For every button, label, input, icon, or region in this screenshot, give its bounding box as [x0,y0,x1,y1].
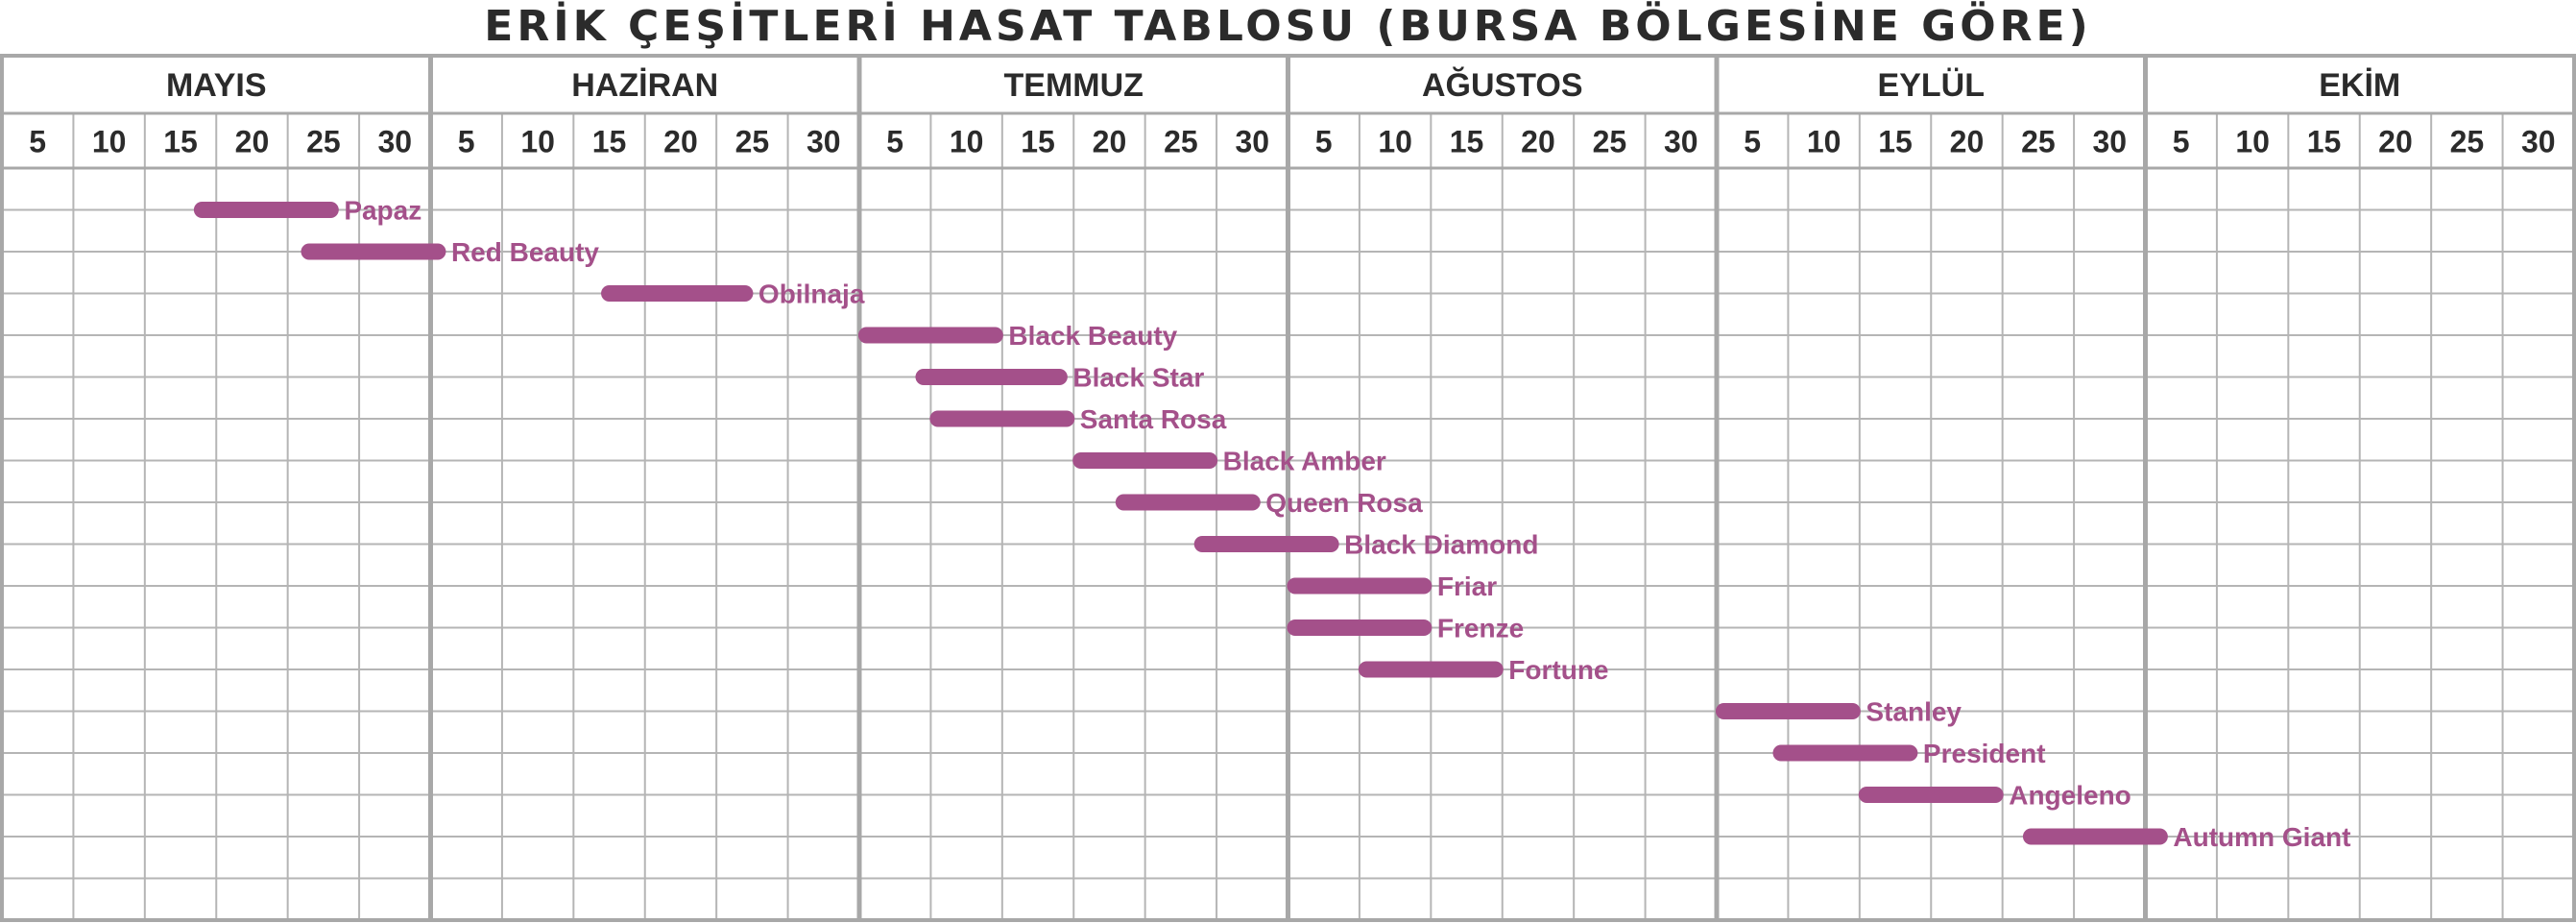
variety-label: Black Beauty [1008,321,1178,351]
variety-label: Santa Rosa [1079,404,1227,434]
month-label: EKİM [2319,67,2401,104]
day-tick-label: 10 [949,124,984,159]
day-tick-label: 15 [1449,124,1484,159]
variety-label: Fortune [1508,655,1609,685]
chart-title: ERİK ÇEŞİTLERİ HASAT TABLOSU (BURSA BÖLGESİNE GÖRE) [484,2,2092,51]
day-tick-label: 10 [1806,124,1842,159]
day-tick-label: 30 [1663,124,1698,159]
month-label: TEMMUZ [1003,67,1144,104]
day-tick-label: 5 [29,124,47,159]
day-tick-label: 25 [306,124,341,159]
month-label: HAZİRAN [571,67,719,104]
variety-label: President [1922,739,2046,768]
day-tick-label: 25 [734,124,770,159]
variety-label: Papaz [344,195,422,226]
day-tick-label: 5 [886,124,904,159]
day-tick-label: 25 [1164,124,1198,159]
variety-label: Black Star [1072,362,1205,393]
day-tick-label: 20 [2378,124,2413,159]
variety-label: Angeleno [2009,780,2131,811]
day-tick-label: 5 [457,124,475,159]
day-tick-label: 30 [2092,124,2128,159]
day-tick-label: 5 [1314,124,1333,159]
day-tick-label: 25 [2021,124,2056,159]
variety-label: Queen Rosa [1265,488,1423,518]
day-tick-label: 20 [1092,124,1127,159]
variety-label: Obilnaja [758,279,865,309]
day-tick-label: 25 [1592,124,1627,159]
day-tick-label: 20 [1521,124,1555,159]
variety-label: Frenze [1436,613,1525,644]
day-tick-label: 20 [234,124,270,159]
day-tick-label: 20 [1949,124,1985,159]
day-tick-label: 5 [1744,124,1762,159]
variety-label: Black Amber [1222,446,1386,476]
day-tick-label: 15 [163,124,198,159]
day-tick-label: 5 [2172,124,2190,159]
day-tick-label: 20 [663,124,698,159]
day-tick-label: 15 [2306,124,2342,159]
month-label: EYLÜL [1877,67,1985,104]
day-tick-label: 30 [806,124,841,159]
day-tick-label: 15 [1021,124,1055,159]
month-label: AĞUSTOS [1421,67,1583,104]
variety-label: Red Beauty [450,237,599,267]
month-label: MAYIS [165,67,267,104]
day-tick-label: 10 [520,124,555,159]
day-tick-label: 30 [2520,124,2556,159]
day-tick-label: 10 [1378,124,1412,159]
variety-label: Black Diamond [1344,529,1539,560]
day-tick-label: 15 [591,124,627,159]
day-tick-label: 15 [1878,124,1913,159]
variety-label: Autumn Giant [2173,822,2351,852]
day-tick-label: 10 [2235,124,2270,159]
variety-label: Stanley [1866,696,1962,727]
variety-label: Friar [1436,571,1498,601]
day-tick-label: 25 [2449,124,2485,159]
day-tick-label: 10 [91,124,127,159]
day-tick-label: 30 [377,124,413,159]
day-tick-label: 30 [1235,124,1270,159]
